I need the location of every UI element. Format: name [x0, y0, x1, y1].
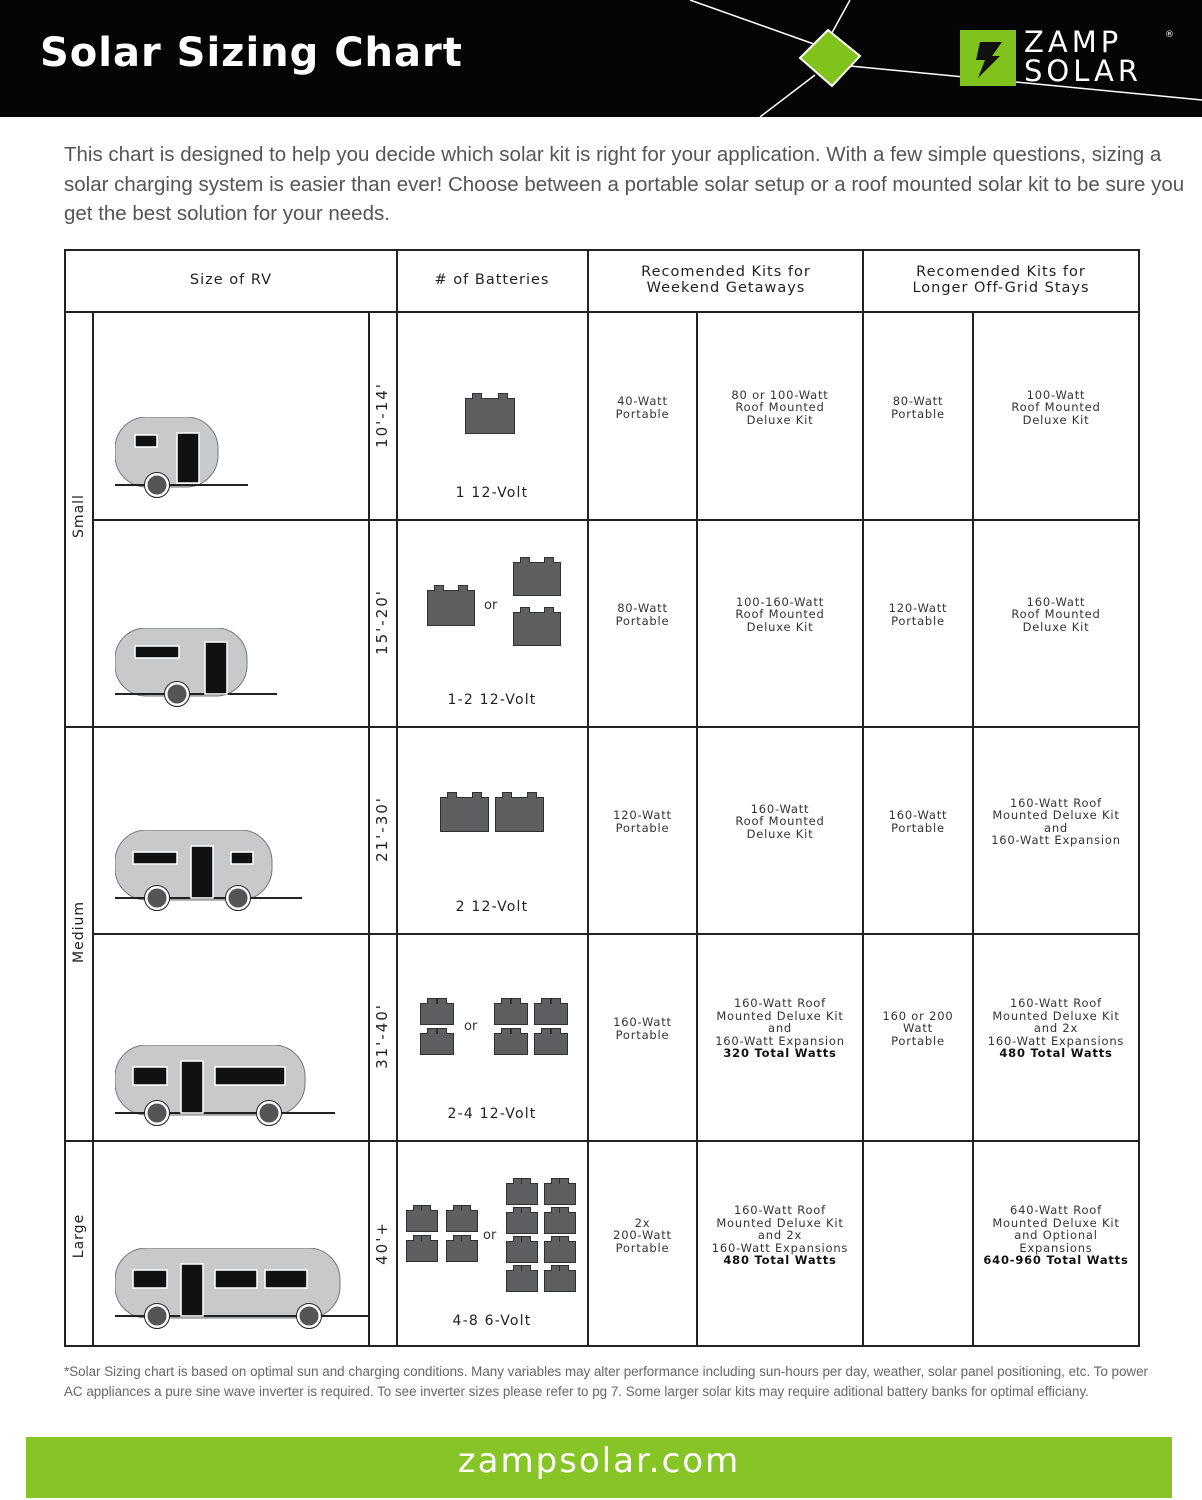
- kit-text-line: 40-Watt: [617, 394, 668, 408]
- kit-text-line: and 2x: [757, 1228, 803, 1243]
- rv-length-label: 40'+: [373, 1220, 391, 1265]
- kit-text-line: Portable: [891, 1033, 945, 1048]
- kit-text-line: Deluxe Kit: [746, 412, 814, 427]
- kit-text-line: 160-Watt: [1026, 594, 1086, 609]
- col-divider: [92, 312, 94, 1347]
- col-divider: [368, 312, 370, 1347]
- kit-text-line: 80-Watt: [892, 394, 944, 408]
- kit-text-line: 160-Watt Expansion: [991, 833, 1121, 847]
- kit-text-line: Portable: [615, 1240, 670, 1255]
- kit-cell-l-port: [864, 1010, 972, 1048]
- registered-mark: ®: [1165, 30, 1174, 40]
- battery-icon: [513, 562, 561, 596]
- kit-text-line: and: [1043, 820, 1069, 835]
- kit-text-line: 160 or 200: [882, 1008, 954, 1023]
- rv-trailer-icon: [115, 1248, 380, 1348]
- header-longer-line2: Longer Off-Grid Stays: [912, 280, 1090, 296]
- kit-text-line: 160-Watt Roof: [1010, 795, 1102, 810]
- kit-text-line: 160-Watt Roof: [1010, 996, 1102, 1011]
- kit-text-line: Watt: [903, 1021, 933, 1036]
- kit-cell-w-roof: [698, 803, 862, 841]
- or-label: or: [464, 1019, 478, 1034]
- battery-count-label: 2 12-Volt: [455, 899, 529, 915]
- kit-text-line: Mounted Deluxe Kit: [716, 1215, 844, 1230]
- kit-cell-l-roof: [974, 797, 1138, 847]
- battery-icon: [506, 1183, 538, 1205]
- or-label: or: [484, 598, 498, 613]
- kit-text-line: Deluxe Kit: [746, 619, 814, 634]
- rv-length-label: 10'-14': [373, 381, 391, 448]
- kit-text-line: Deluxe Kit: [1022, 619, 1090, 634]
- rv-trailer-icon: [115, 830, 312, 930]
- kit-cell-l-roof: [974, 596, 1138, 634]
- kit-text-line: 640-Watt Roof: [1010, 1203, 1102, 1218]
- zamp-solar-logo: [960, 25, 1174, 90]
- battery-icon: [440, 797, 489, 832]
- kit-text-line: Portable: [891, 613, 945, 628]
- kit-text-line: Mounted Deluxe Kit: [992, 1008, 1120, 1023]
- kit-text-line: 160-Watt Roof: [734, 996, 826, 1011]
- kit-cell-l-port: [864, 809, 972, 834]
- header-weekend-line1: Recomended Kits for: [641, 264, 811, 280]
- kit-text-line: 120-Watt: [613, 808, 672, 822]
- kit-text-line: Roof Mounted: [1011, 607, 1101, 622]
- kit-text-line: Roof Mounted: [1011, 400, 1101, 415]
- kit-text-line: 100-Watt: [1026, 387, 1086, 402]
- kit-text-line: Portable: [891, 820, 945, 835]
- battery-count-label: 4-8 6-Volt: [452, 1313, 532, 1329]
- kit-text-line: 120-Watt: [888, 601, 948, 615]
- battery-icon: [506, 1270, 538, 1292]
- battery-icon: [446, 1240, 478, 1262]
- group-label-small: Small: [71, 494, 87, 538]
- kit-text-line: and Optional: [1014, 1228, 1098, 1243]
- rv-trailer-icon: [115, 628, 287, 726]
- header-batteries: # of Batteries: [434, 272, 550, 288]
- rv-trailer-icon: [115, 1045, 345, 1145]
- kit-text-line: 80 or 100-Watt: [731, 387, 829, 402]
- kit-cell-w-roof: [698, 997, 862, 1060]
- kit-text-line: 160-Watt: [613, 1015, 672, 1029]
- rv-length-label: 15'-20': [373, 588, 391, 655]
- kit-text-line: 160-Watt: [888, 808, 948, 822]
- header-weekend-line2: Weekend Getaways: [646, 280, 806, 296]
- kit-text-line: Roof Mounted: [735, 400, 825, 415]
- logo-line2: SOLAR: [1024, 54, 1143, 88]
- battery-icon: [495, 797, 544, 832]
- battery-icon: [506, 1212, 538, 1234]
- kit-text-line: 160-Watt: [750, 801, 810, 816]
- header-weekend: [590, 264, 862, 296]
- battery-icon: [513, 612, 561, 646]
- kit-cell-l-port: [864, 602, 972, 627]
- row-divider: [92, 933, 1140, 935]
- kit-cell-w-port: [589, 1016, 696, 1041]
- kit-text-line: Portable: [615, 406, 670, 421]
- kit-text-line: Deluxe Kit: [1022, 412, 1090, 427]
- header-size-of-rv: Size of RV: [189, 272, 273, 288]
- kit-text-line: 160-Watt Roof: [734, 1203, 826, 1218]
- rv-length-label: 31'-40': [373, 1002, 391, 1069]
- logo-wordmark: [1024, 25, 1143, 88]
- kit-cell-w-port: [589, 395, 696, 420]
- kit-cell-w-port: [589, 1217, 696, 1255]
- total-watts: 320 Total Watts: [723, 1046, 837, 1061]
- kit-text-line: 160-Watt Expansions: [711, 1240, 849, 1255]
- kit-text-line: Portable: [615, 820, 670, 835]
- kit-text-line: and 2x: [1033, 1021, 1079, 1036]
- battery-icon: [544, 1270, 576, 1292]
- header-longer-line1: Recomended Kits for: [916, 264, 1086, 280]
- kit-cell-l-port: [864, 395, 972, 420]
- kit-cell-w-roof: [698, 596, 862, 634]
- battery-icon: [494, 1033, 528, 1055]
- group-label-large: Large: [71, 1213, 87, 1259]
- battery-icon: [544, 1183, 576, 1205]
- kit-text-line: Expansions: [1019, 1240, 1093, 1255]
- battery-count-label: 2-4 12-Volt: [447, 1106, 537, 1122]
- battery-icon: [446, 1210, 478, 1232]
- kit-text-line: 160-Watt Expansions: [987, 1033, 1125, 1048]
- kit-cell-l-roof: [974, 1204, 1138, 1267]
- kit-text-line: Mounted Deluxe Kit: [992, 1215, 1120, 1230]
- battery-icon: [544, 1212, 576, 1234]
- group-divider: [64, 726, 1140, 728]
- kit-text-line: 160-Watt Expansion: [715, 1033, 845, 1048]
- rv-length-label: 21'-30': [373, 795, 391, 862]
- header-banner: [0, 0, 1202, 117]
- group-label-medium: Medium: [71, 901, 87, 963]
- battery-icon: [420, 1003, 454, 1025]
- total-watts: 480 Total Watts: [999, 1046, 1113, 1061]
- kit-text-line: 80-Watt: [617, 601, 668, 615]
- total-watts: 480 Total Watts: [723, 1253, 837, 1268]
- battery-icon: [465, 398, 515, 434]
- kit-cell-w-port: [589, 809, 696, 834]
- kit-cell-w-roof: [698, 389, 862, 427]
- kit-text-line: Roof Mounted: [735, 607, 825, 622]
- lightning-icon: [960, 30, 1016, 86]
- kit-cell-l-roof: [974, 997, 1138, 1060]
- kit-text-line: and: [767, 1021, 793, 1036]
- battery-icon: [494, 1003, 528, 1025]
- header-divider: [64, 311, 1140, 313]
- footer-bar: [26, 1437, 1172, 1498]
- battery-icon: [427, 590, 475, 626]
- footnote: *Solar Sizing chart is based on optimal sun and charging conditions. Many variables may alter performance including sun-hours per day, weather, solar panel positioning, etc. To power AC appliances a pure sine wave inverter is required. To see inverter sizes please refer to pg 7. Some larger solar kits may require aditional battery banks for optimal efficiany.: [64, 1364, 1148, 1399]
- logo-line1: ZAMP: [1024, 25, 1123, 59]
- battery-icon: [406, 1240, 438, 1262]
- page-title: Solar Sizing Chart: [40, 30, 463, 76]
- battery-icon: [534, 1033, 568, 1055]
- kit-cell-w-port: [589, 602, 696, 627]
- col-divider: [396, 249, 398, 1347]
- kit-text-line: Mounted Deluxe Kit: [716, 1008, 844, 1023]
- battery-count-label: 1-2 12-Volt: [447, 692, 537, 708]
- battery-count-label: 1 12-Volt: [455, 485, 529, 501]
- or-label: or: [483, 1228, 497, 1243]
- kit-cell-l-roof: [974, 389, 1138, 427]
- total-watts: 640-960 Total Watts: [983, 1253, 1129, 1268]
- battery-icon: [506, 1241, 538, 1263]
- kit-text-line: Mounted Deluxe Kit: [992, 808, 1120, 822]
- kit-text-line: Portable: [615, 613, 670, 628]
- kit-text-line: Deluxe Kit: [746, 826, 814, 841]
- rv-trailer-icon: [115, 417, 258, 517]
- kit-text-line: 2x: [634, 1215, 651, 1230]
- footer-url[interactable]: zampsolar.com: [457, 1441, 741, 1481]
- kit-text-line: 200-Watt: [613, 1228, 672, 1243]
- row-divider: [92, 519, 1140, 521]
- intro-paragraph: This chart is designed to help you decide which solar kit is right for your application. With a few simple questions, sizing a solar charging system is easier than ever! Choose between a portable solar setup or a roof mounted solar kit to be sure you get the best solution for your needs.: [64, 143, 1185, 225]
- battery-icon: [534, 1003, 568, 1025]
- battery-icon: [544, 1241, 576, 1263]
- kit-cell-w-roof: [698, 1204, 862, 1267]
- kit-text-line: 100-160-Watt: [735, 594, 825, 609]
- kit-text-line: Portable: [891, 406, 945, 421]
- header-longer: [865, 264, 1137, 296]
- battery-icon: [420, 1033, 454, 1055]
- battery-icon: [406, 1210, 438, 1232]
- kit-text-line: Portable: [615, 1027, 670, 1042]
- kit-text-line: Roof Mounted: [735, 814, 825, 829]
